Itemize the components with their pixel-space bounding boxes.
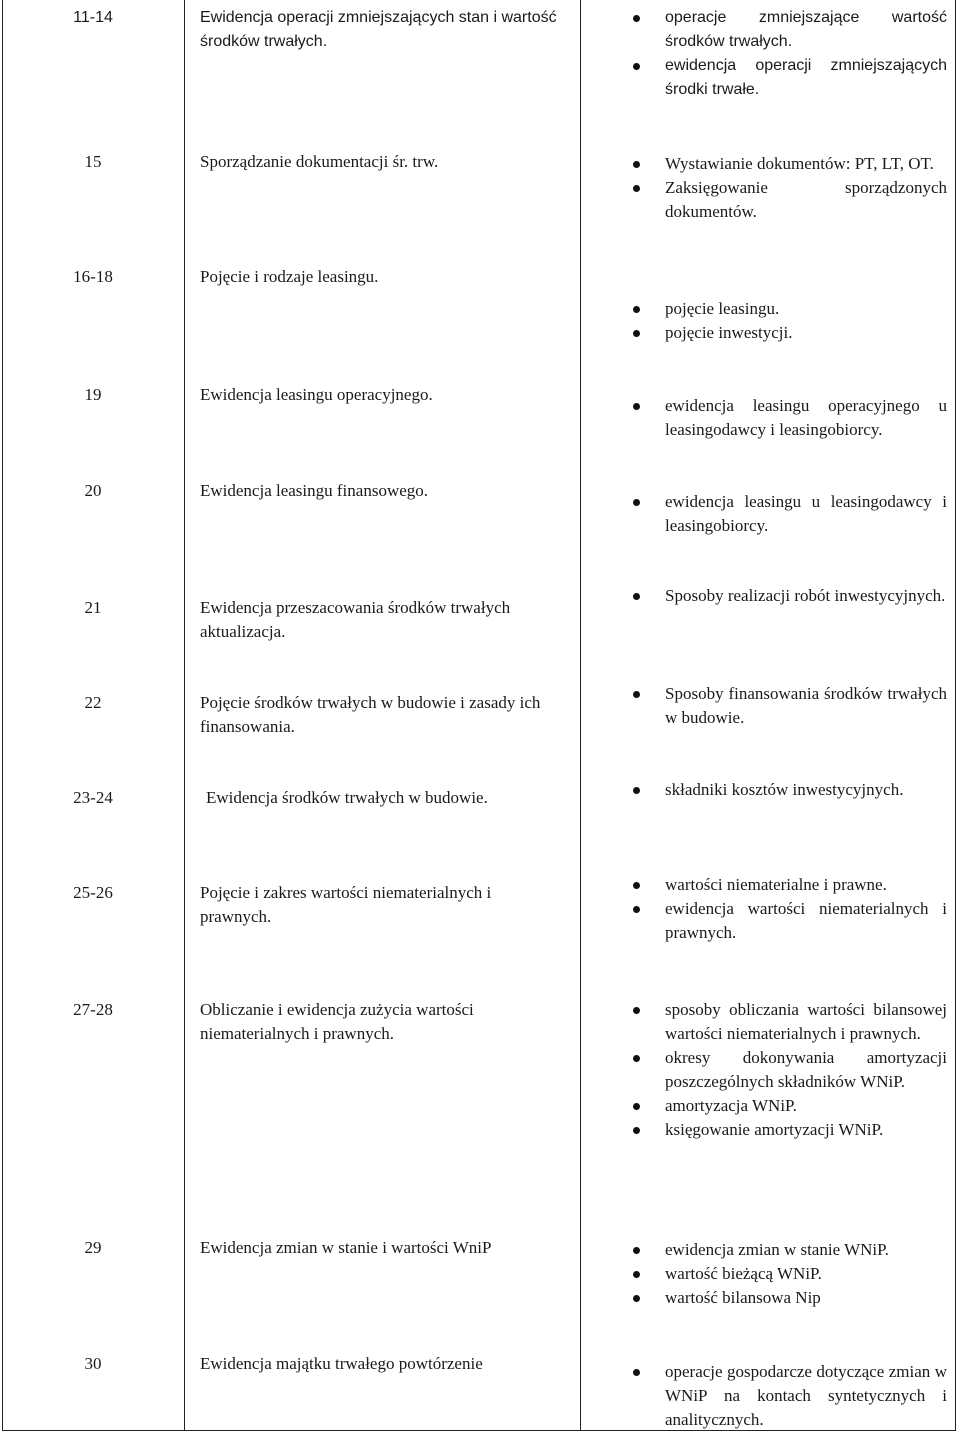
lesson-items: [629, 873, 947, 945]
list-item: sposoby obliczania wartości bilansowej wartości niematerialnych i prawnych.: [629, 998, 947, 1046]
list-item: ewidencja zmian w stanie WNiP.: [629, 1238, 947, 1262]
list-item: operacje zmniejszające wartość środków trwałych.: [629, 6, 947, 54]
lesson-items: [629, 297, 947, 345]
lesson-items: [629, 998, 947, 1142]
lesson-number: 22: [84, 693, 102, 712]
lesson-number: 20: [84, 481, 102, 500]
lesson-items: [629, 778, 947, 802]
list-item: amortyzacja WNiP.: [629, 1094, 947, 1118]
lesson-number: 19: [84, 385, 102, 404]
lesson-number: 27-28: [73, 1000, 113, 1019]
list-item: pojęcie inwestycji.: [629, 321, 947, 345]
list-item: Sposoby realizacji robót inwestycyjnych.: [629, 584, 947, 608]
lesson-number: 25-26: [73, 883, 113, 902]
lesson-topic: Pojęcie i zakres wartości niematerialnych i prawnych.: [200, 883, 492, 926]
lesson-topic: Sporządzanie dokumentacji śr. trw.: [200, 152, 439, 171]
column-divider: [580, 0, 581, 1431]
lesson-items: [629, 1238, 947, 1310]
lesson-items: [629, 1360, 947, 1432]
lesson-items: [629, 490, 947, 538]
lesson-items: [629, 682, 947, 730]
lesson-number: 21: [84, 598, 102, 617]
list-item: okresy dokonywania amortyzacji poszczególnych składników WNiP.: [629, 1046, 947, 1094]
lesson-number: 15: [84, 152, 102, 171]
lesson-topic: Ewidencja przeszacowania środków trwałych aktualizacja.: [200, 598, 511, 641]
lesson-items: [629, 584, 947, 608]
list-item: wartość bilansowa Nip: [629, 1286, 947, 1310]
column-divider: [184, 0, 185, 1431]
list-item: ewidencja wartości niematerialnych i prawnych.: [629, 897, 947, 945]
lesson-items: [629, 394, 947, 442]
list-item: składniki kosztów inwestycyjnych.: [629, 778, 947, 802]
lesson-topic: Ewidencja leasingu finansowego.: [200, 481, 429, 500]
list-item: wartości niematerialne i prawne.: [629, 873, 947, 897]
lesson-topic: Ewidencja leasingu operacyjnego.: [200, 385, 433, 404]
lesson-topic: Ewidencja operacji zmniejszających stan i wartość środków trwałych.: [200, 9, 557, 50]
list-item: Zaksięgowanie sporządzonych dokumentów.: [629, 176, 947, 224]
lesson-number: 29: [84, 1238, 102, 1257]
list-item: operacje gospodarcze dotyczące zmian w WNiP na kontach syntetycznych i analitycznych.: [629, 1360, 947, 1432]
list-item: księgowanie amortyzacji WNiP.: [629, 1118, 947, 1142]
lesson-number: 16-18: [73, 267, 113, 286]
list-item: ewidencja leasingu u leasingodawcy i leasingobiorcy.: [629, 490, 947, 538]
list-item: ewidencja operacji zmniejszających środki trwałe.: [629, 54, 947, 102]
list-item: ewidencja leasingu operacyjnego u leasingodawcy i leasingobiorcy.: [629, 394, 947, 442]
list-item: Wystawianie dokumentów: PT, LT, OT.: [629, 152, 947, 176]
list-item: Sposoby finansowania środków trwałych w budowie.: [629, 682, 947, 730]
lesson-number: 30: [84, 1354, 102, 1373]
lesson-topic: Ewidencja majątku trwałego powtórzenie: [200, 1354, 483, 1373]
list-item: pojęcie leasingu.: [629, 297, 947, 321]
lesson-number: 11-14: [73, 9, 113, 26]
lesson-items: [629, 6, 947, 102]
lesson-topic: Obliczanie i ewidencja zużycia wartości niematerialnych i prawnych.: [200, 1000, 474, 1043]
lesson-number: 23-24: [73, 788, 113, 807]
lesson-topic: Pojęcie środków trwałych w budowie i zasady ich finansowania.: [200, 693, 541, 736]
list-item: wartość bieżącą WNiP.: [629, 1262, 947, 1286]
lesson-items: [629, 152, 947, 224]
lesson-topic: Ewidencja środków trwałych w budowie.: [206, 788, 488, 807]
lesson-topic: Pojęcie i rodzaje leasingu.: [200, 267, 379, 286]
lesson-topic: Ewidencja zmian w stanie i wartości WniP: [200, 1238, 492, 1257]
